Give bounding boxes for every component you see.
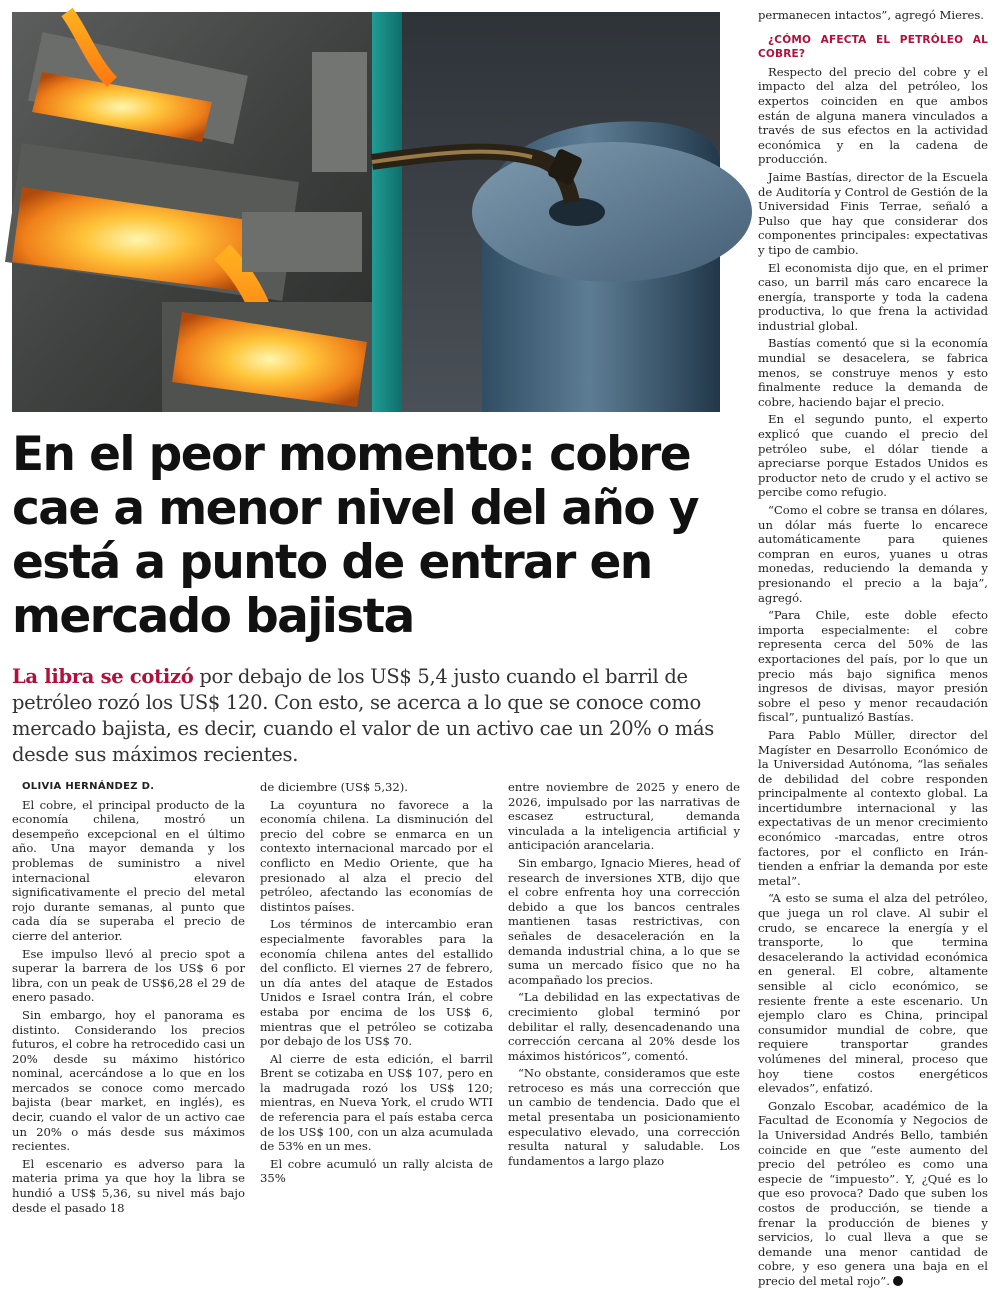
copper-and-oil-photo — [12, 12, 720, 412]
paragraph: entre noviembre de 2025 y enero de 2026, impulsado por las narrativas de escasez estructural, demanda vinculada a la inteligencia artificial y anticipación arancelaria. — [508, 780, 740, 853]
paragraph: La coyuntura no favorece a la economía chilena. La disminución del precio del cobre se enmarca en un contexto internacional marcado por el conflicto en Medio Oriente, que ha presionado al alza el precio del petróleo, afectando las economías de distintos países. — [260, 797, 493, 914]
paragraph: Sin embargo, hoy el panorama es distinto. Considerando los precios futuros, el cobre ha retrocedido casi un 20% desde su máximo histórico nominal, acercándose a lo que en los mercados se conoce como mercado bajista (bear market, en inglés), es decir, cuando el valor de un activo cae un 20% o más desde sus máximos recientes. — [12, 1007, 245, 1154]
paragraph: “A esto se suma el alza del petróleo, que juega un rol clave. Al subir el crudo, se encarece la energía y el transporte, lo que termina desacelerando la actividad económica en general. El cobre, altamente sensible al ciclo económico, se resiente frente a este escenario. Un ejemplo claro es China, principal consumidor mundial de cobre, que requiere transportar grandes volúmenes del mineral, proceso que hoy tiene costos energéticos elevados”, enfatizó. — [758, 891, 988, 1096]
paragraph: Ese impulso llevó al precio spot a superar la barrera de los US$ 6 por libra, con un peak de US$6,28 el 29 de enero pasado. — [12, 946, 245, 1005]
byline: OLIVIA HERNÁNDEZ D. — [22, 781, 155, 792]
article-column-1 — [12, 780, 245, 1218]
paragraph-text: Gonzalo Escobar, académico de la Facultad de Economía y Negocios de la Universidad Andrés Bello, también coincide en que “este aumento del precio del petróleo es como una especie de “impuesto”. Y, ¿Qué es lo que eso provoca? Dado que suben los costos de producción, se tiende a frenar la producción de bienes y servicios, lo cual lleva a que se demande una menor cantidad de cobre, y eso genera una baja en el precio del metal rojo”. — [758, 1098, 988, 1288]
paragraph: “Para Chile, este doble efecto importa especialmente: el cobre representa cerca del 50% de las exportaciones del país, por lo que un precio más bajo significa menos ingresos de divisas, mayor presión sobre el peso y menor recaudación fiscal”, puntualizó Bastías. — [758, 608, 988, 725]
paragraph: Al cierre de esta edición, el barril Brent se cotizaba en US$ 107, pero en la madrugada rozó los US$ 120; mientras, en Nueva York, el crudo WTI de referencia para el país estaba cerca de los US$ 100, con un alza acumulada de 53% en un mes. — [260, 1051, 493, 1154]
lead-paragraph — [12, 664, 737, 768]
paragraph: El economista dijo que, en el primer caso, un barril más caro encarece la energía, transporte y toda la cadena productiva, lo que frena la actividad industrial global. — [758, 260, 988, 333]
lead-kicker: La libra se cotizó — [12, 665, 194, 688]
paragraph: Respecto del precio del cobre y el impacto del alza del petróleo, los expertos coinciden en que ambos están de alguna manera vinculados a través de sus efectos en la actividad económica y en la cadena de producción. — [758, 64, 988, 167]
article-column-3 — [508, 780, 740, 1171]
paragraph — [758, 1099, 988, 1289]
paragraph: El escenario es adverso para la materia prima ya que hoy la libra se hundió a US$ 5,36, su nivel más bajo desde el pasado 18 — [12, 1156, 245, 1215]
paragraph: Para Pablo Müller, director del Magíster en Desarrollo Económico de la Universidad Autónoma, “las señales de debilidad del cobre responden principalmente al contexto global. La incertidumbre internacional y las expectativas de un menor crecimiento económico -marcadas, entre otros factores, por el conflicto en Irán- tienden a enfriar la demanda por este metal”. — [758, 727, 988, 888]
paragraph: de diciembre (US$ 5,32). — [260, 780, 408, 794]
article-column-2 — [260, 780, 493, 1189]
section-subhead: ¿CÓMO AFECTA EL PETRÓLEO AL COBRE? — [758, 33, 988, 61]
paragraph: Bastías comentó que si la economía mundial se desacelera, se fabrica menos, se construye menos y esto finalmente reduce la demanda de cobre, haciendo bajar el precio. — [758, 336, 988, 409]
paragraph: Los términos de intercambio eran especialmente favorables para la economía chilena antes del estallido del conflicto. El viernes 27 de febrero, un día antes del ataque de Estados Unidos e Israel contra Irán, el cobre estaba por encima de los US$ 6, mientras que el petróleo se cotizaba por debajo de los US$ 70. — [260, 917, 493, 1049]
paragraph: En el segundo punto, el experto explicó que cuando el precio del petróleo sube, el dólar tiende a apreciarse porque Estados Unidos es productor neto de crudo y el activo se percibe como refugio. — [758, 412, 988, 500]
paragraph: “La debilidad en las expectativas de crecimiento global terminó por debilitar el rally, desencadenando una corrección cercana al 20% desde los máximos históricos”, comentó. — [508, 990, 740, 1063]
paragraph: El cobre acumuló un rally alcista de 35% — [260, 1156, 493, 1186]
paragraph: permanecen intactos”, agregó Mieres. — [758, 8, 984, 22]
paragraph: Jaime Bastías, director de la Escuela de Auditoría y Control de Gestión de la Universidad Finis Terrae, señaló a Pulso que hay que considerar dos componentes principales: expectativas y tipo de cambio. — [758, 169, 988, 257]
article-column-4 — [758, 8, 988, 1291]
article-photo — [12, 12, 720, 412]
lead-text: por debajo de los US$ 5,4 justo cuando el barril de petróleo rozó los US$ 120. Con esto, se acerca a lo que se conoce como mercado bajista, es decir, cuando el valor de un activo cae un 20% o más desde sus máximos recientes. — [12, 665, 714, 766]
end-of-article-icon — [893, 1276, 903, 1286]
headline: En el peor momento: cobre cae a menor nivel del año y está a punto de entrar en mercado bajista — [12, 427, 698, 644]
paragraph: El cobre, el principal producto de la economía chilena, mostró un desempeño excepcional en el último año. Una mayor demanda y los problemas de suministro a nivel internacional elevaron significativamente el precio del metal rojo durante semanas, al punto que cada día se superaba el precio de cierre del anterior. — [12, 797, 245, 943]
paragraph: Sin embargo, Ignacio Mieres, head of research de inversiones XTB, dijo que el cobre enfrenta hoy una corrección debido a que los bancos centrales mantienen tasas restrictivas, con señales de desaceleración en la demanda industrial china, a lo que se suma un mercado físico que no ha acompañado los precios. — [508, 855, 740, 987]
paragraph: “No obstante, consideramos que este retroceso es más una corrección que un cambio de tendencia. Dado que el metal presentaba un posicionamiento especulativo elevado, una corrección resulta natural y saludable. Los fundamentos a largo plazo — [508, 1066, 740, 1168]
paragraph: “Como el cobre se transa en dólares, un dólar más fuerte lo encarece automáticamente para quienes compran en euros, yuanes u otras monedas, reduciendo la demanda y presionando el precio a la baja”, agregó. — [758, 503, 988, 605]
